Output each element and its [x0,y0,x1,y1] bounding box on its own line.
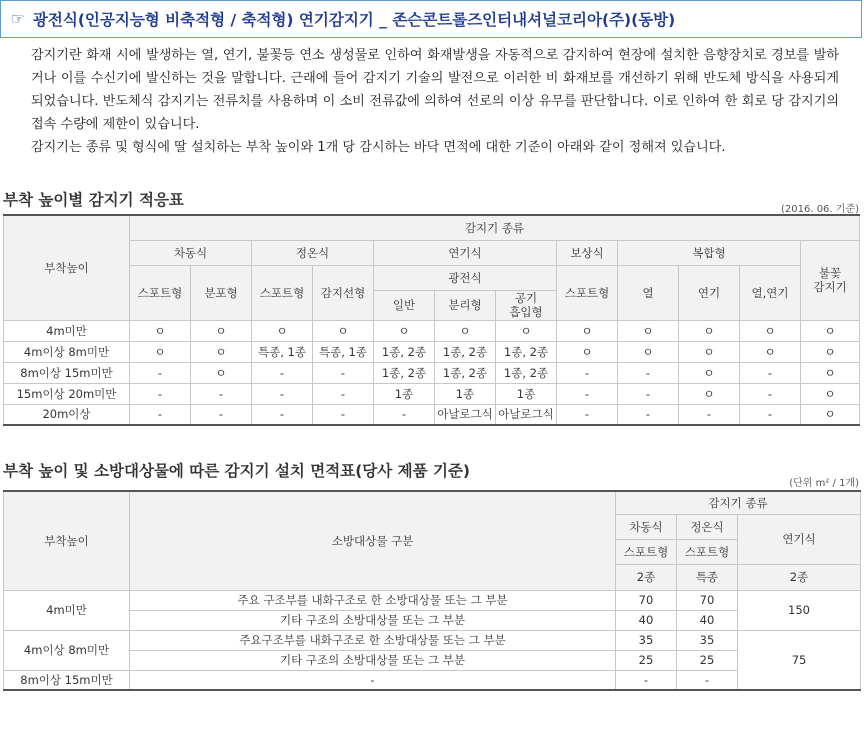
header2-grade-2: 특종 [677,564,738,590]
height-cell: 15m이상 20m미만 [4,383,130,404]
header-heat-smoke: 열,연기 [740,265,801,320]
value-cell: ㅇ [740,341,801,362]
header-flame: 불꽃 감지기 [801,240,860,320]
header-spot-3: 스포트형 [557,265,618,320]
value-cell: - [740,362,801,383]
value-cell: 25 [616,650,677,670]
value-cell: ㅇ [740,320,801,341]
value-cell: - [618,383,679,404]
height-cell: 4m이상 8m미만 [4,341,130,362]
value-cell: ㅇ [130,320,191,341]
value-cell: ㅇ [801,320,860,341]
value-cell: 35 [616,630,677,650]
value-cell: ㅇ [557,320,618,341]
header-separated: 분리형 [435,290,496,320]
value-cell: - [130,404,191,425]
intro-paragraph-1: 감지기란 화재 시에 발생하는 열, 연기, 불꽃등 연소 생성물로 인하여 화재발생을 자동적으로 감지하여 현장에 설치한 음향장치로 경보를 발하거나 이를 수신기에 발신하는 것을 말합니다. 근래에 들어 감지기 기술의 발전으로 이러한 비 화재보를 개선하기 위해 반도체 방식을 사용되게 되었습니다. 반도체식 감지기는 전류치를 사용하며 이 소비 전류값에 의하여 선로의 이상 유무를 판단합니다. 이로 인하여 한 회로 당 감지기의 접속 수량에 제한이 있습니다. [31,48,839,132]
header-compensation: 보상식 [557,240,618,265]
value-cell: 35 [677,630,738,650]
value-cell: 아날로그식 [435,404,496,425]
value-cell: - [679,404,740,425]
pointing-hand-icon: ☞ [11,10,25,28]
header2-grade-1: 2종 [616,564,677,590]
value-cell: 아날로그식 [496,404,557,425]
value-cell: - [252,383,313,404]
value-cell: ㅇ [679,383,740,404]
header2-detector-type: 감지기 종류 [616,491,861,514]
table2-title: 부착 높이 및 소방대상물에 따른 감지기 설치 면적표(당사 제품 기준) [3,462,471,480]
value-cell: ㅇ [557,341,618,362]
value-cell: ㅇ [801,341,860,362]
table-row [4,610,861,630]
header2-smoke: 연기식 [738,514,861,564]
value-cell: - [191,383,252,404]
value-cell: 1종 [496,383,557,404]
header-smoke: 연기식 [374,240,557,265]
header-spot-1: 스포트형 [130,265,191,320]
intro-text [31,44,839,159]
target-cell: 기타 구조의 소방대상물 또는 그 부분 [130,650,616,670]
header-differential: 차동식 [130,240,252,265]
value-cell: - [557,362,618,383]
table1-note: (2016. 06. 기준) [780,204,859,215]
table-row [4,670,861,690]
value-cell: ㅇ [801,362,860,383]
table1-title: 부착 높이별 감지기 적응표 [3,191,184,209]
height-cell: 20m이상 [4,404,130,425]
header-smoke-2: 연기 [679,265,740,320]
value-cell: ㅇ [191,362,252,383]
value-cell: 25 [677,650,738,670]
header-detector-type: 감지기 종류 [130,215,860,240]
value-cell: ㅇ [130,341,191,362]
table-row [4,590,861,610]
target-cell: 주요구조부를 내화구조로 한 소방대상물 또는 그 부분 [130,630,616,650]
header-fixed-temp: 정온식 [252,240,374,265]
value-cell: - [677,670,738,690]
value-cell: 1종, 2종 [496,341,557,362]
value-cell: - [313,404,374,425]
value-cell: - [374,404,435,425]
page-title-bar [0,0,862,38]
header-composite: 복합형 [618,240,801,265]
height-cell: 4m미만 [4,590,130,630]
value-cell: - [740,404,801,425]
table2-note: (단위 m² / 1개) [789,478,859,489]
value-cell: ㅇ [191,341,252,362]
value-cell: - [740,383,801,404]
value-cell: - [616,670,677,690]
height-cell: 4m이상 8m미만 [4,630,130,670]
target-cell: 기타 구조의 소방대상물 또는 그 부분 [130,610,616,630]
header2-target: 소방대상물 구분 [130,491,616,590]
table-row [4,630,861,650]
height-cell: 8m이상 15m미만 [4,362,130,383]
value-cell: 40 [677,610,738,630]
value-cell: - [252,362,313,383]
value-cell: ㅇ [191,320,252,341]
page-title: 광전식(인공지능형 비축적형 / 축적형) 연기감지기 _ 존슨콘트롤즈인터내셔널코리아(주)(동방) [32,11,676,29]
header-spot-2: 스포트형 [252,265,313,320]
header-aspirating: 공기 흡입형 [496,290,557,320]
value-cell: ㅇ [496,320,557,341]
value-cell: - [618,404,679,425]
table-row [4,650,861,670]
height-cell: 8m이상 15m미만 [4,670,130,690]
value-cell: 1종 [374,383,435,404]
target-cell: 주요 구조부를 내화구조로 한 소방대상물 또는 그 부분 [130,590,616,610]
value-cell: ㅇ [435,320,496,341]
header-distributed: 분포형 [191,265,252,320]
value-cell: ㅇ [618,341,679,362]
adaptation-table [3,214,860,426]
header-general: 일반 [374,290,435,320]
value-cell: ㅇ [252,320,313,341]
value-cell: 70 [616,590,677,610]
value-cell: 1종 [435,383,496,404]
value-cell: 1종, 2종 [374,362,435,383]
table-row [4,320,860,341]
value-cell: ㅇ [801,383,860,404]
value-cell: - [557,383,618,404]
smoke-value-cell: 150 [738,590,861,630]
header2-differential: 차동식 [616,514,677,539]
table-row [4,362,860,383]
header-heat: 열 [618,265,679,320]
table-row [4,383,860,404]
intro-paragraph-2: 감지기는 종류 및 형식에 딸 설치하는 부착 높이와 1개 당 감시하는 바닥 면적에 대한 기준이 아래와 같이 정해져 있습니다. [31,140,726,155]
value-cell: ㅇ [679,320,740,341]
value-cell: ㅇ [618,320,679,341]
header2-fixed-temp: 정온식 [677,514,738,539]
value-cell: 1종, 2종 [496,362,557,383]
value-cell: 1종, 2종 [435,362,496,383]
value-cell: ㅇ [679,362,740,383]
value-cell: - [618,362,679,383]
height-cell: 4m미만 [4,320,130,341]
value-cell: ㅇ [679,341,740,362]
header2-grade-3: 2종 [738,564,861,590]
value-cell: - [557,404,618,425]
table-row [4,341,860,362]
value-cell: - [130,362,191,383]
target-cell: - [130,670,616,690]
header2-spot-1: 스포트형 [616,539,677,564]
value-cell: 1종, 2종 [374,341,435,362]
value-cell: 1종, 2종 [435,341,496,362]
header-height: 부착높이 [4,215,130,320]
value-cell: - [130,383,191,404]
table-row [4,404,860,425]
header-photoelectric: 광전식 [374,265,557,290]
value-cell: ㅇ [801,404,860,425]
header-linear: 감지선형 [313,265,374,320]
header2-height: 부착높이 [4,491,130,590]
installation-area-table [3,490,861,691]
header2-spot-2: 스포트형 [677,539,738,564]
smoke-value-cell: 75 [738,630,861,690]
value-cell: 특종, 1종 [313,341,374,362]
value-cell: - [313,362,374,383]
value-cell: 40 [616,610,677,630]
value-cell: - [191,404,252,425]
value-cell: 특종, 1종 [252,341,313,362]
value-cell: - [252,404,313,425]
value-cell: - [313,383,374,404]
value-cell: ㅇ [313,320,374,341]
value-cell: 70 [677,590,738,610]
value-cell: ㅇ [374,320,435,341]
